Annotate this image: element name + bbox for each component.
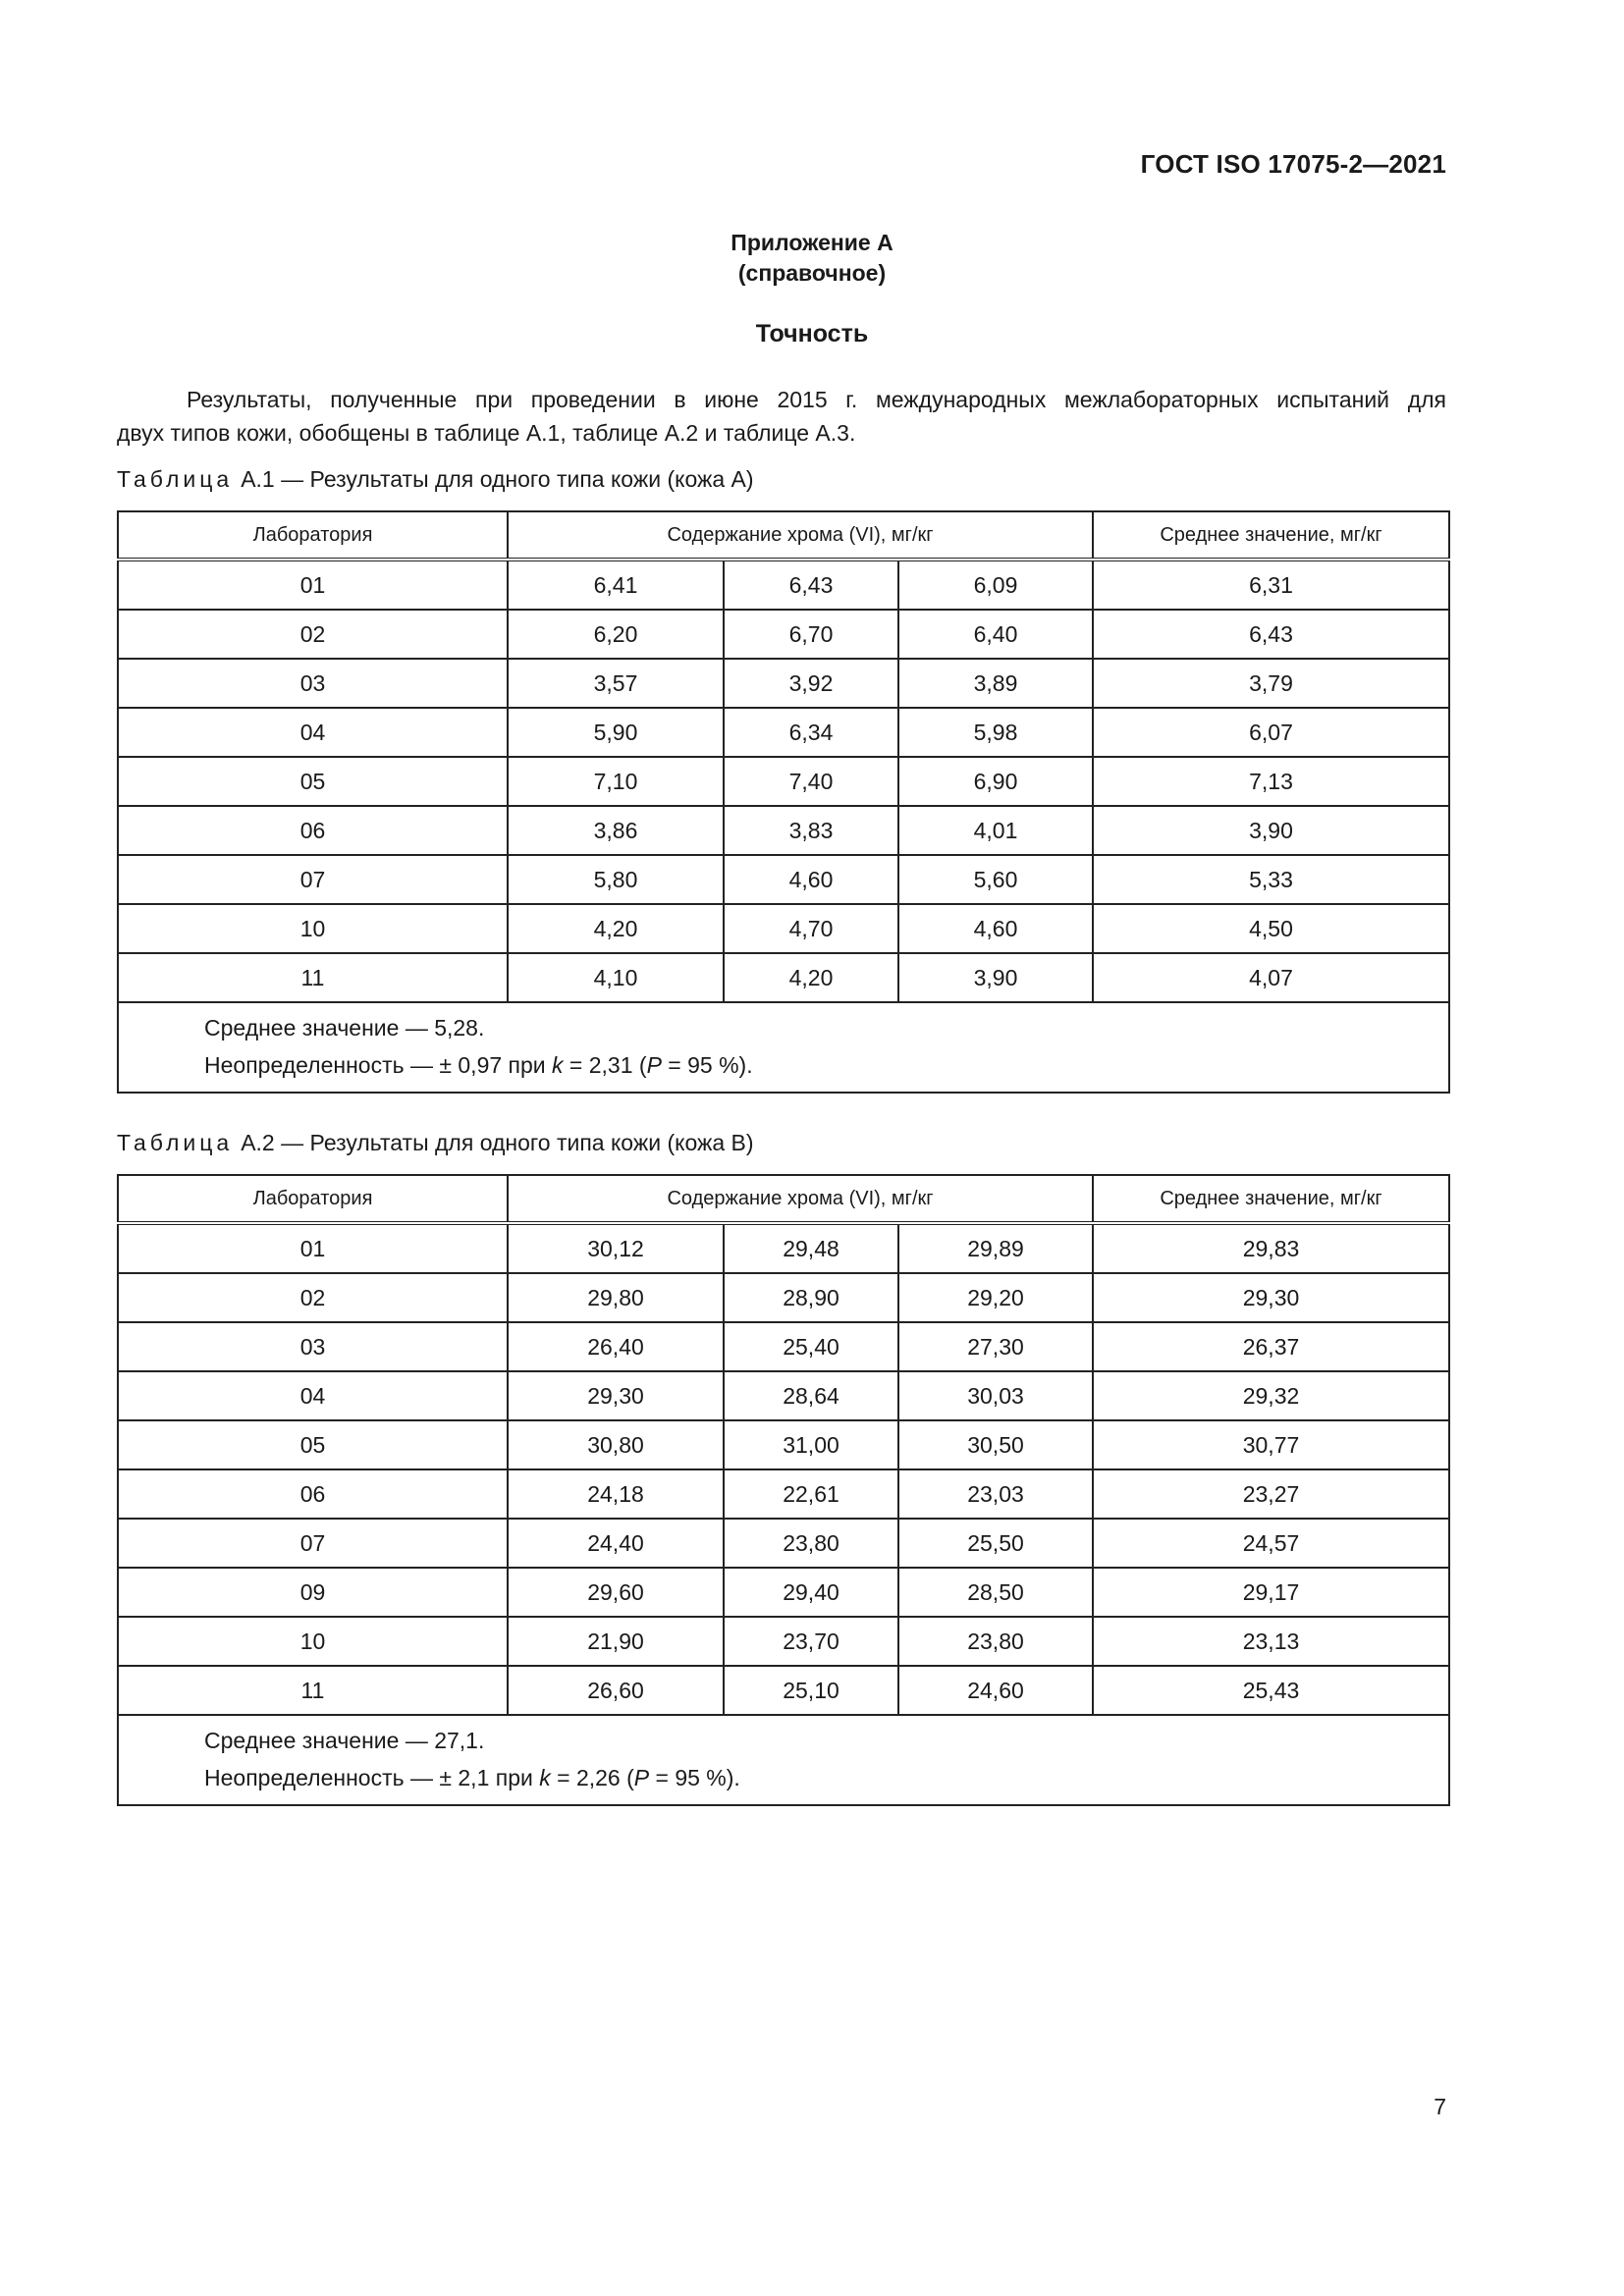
- footer-uncertainty: [204, 1046, 1448, 1084]
- lab-id-cell: 04: [118, 708, 508, 757]
- header-chromium-content: Содержание хрома (VI), мг/кг: [508, 511, 1093, 560]
- coverage-factor-symbol: k: [539, 1765, 551, 1790]
- lab-id-cell: 06: [118, 806, 508, 855]
- measurement-cell: 6,34: [724, 708, 898, 757]
- uncertainty-text: = 95 %).: [649, 1765, 740, 1790]
- measurement-cell: 23,80: [724, 1519, 898, 1568]
- measurement-cell: 27,30: [898, 1322, 1093, 1371]
- uncertainty-text: = 95 %).: [661, 1052, 753, 1078]
- mean-cell: 26,37: [1093, 1322, 1449, 1371]
- measurement-cell: 29,40: [724, 1568, 898, 1617]
- mean-cell: 25,43: [1093, 1666, 1449, 1715]
- measurement-cell: 5,90: [508, 708, 724, 757]
- mean-cell: 6,31: [1093, 560, 1449, 610]
- measurement-cell: 5,98: [898, 708, 1093, 757]
- mean-cell: 23,27: [1093, 1469, 1449, 1519]
- document-code: ГОСТ ISO 17075-2—2021: [1140, 149, 1446, 179]
- measurement-cell: 4,20: [508, 904, 724, 953]
- measurement-cell: 29,60: [508, 1568, 724, 1617]
- mean-cell: 29,30: [1093, 1273, 1449, 1322]
- measurement-cell: 4,70: [724, 904, 898, 953]
- measurement-cell: 3,86: [508, 806, 724, 855]
- table-row: [118, 904, 1449, 953]
- mean-cell: 5,33: [1093, 855, 1449, 904]
- table-caption-text: А.1 — Результаты для одного типа кожи (кожа А): [241, 466, 754, 492]
- table-row: [118, 560, 1449, 610]
- measurement-cell: 31,00: [724, 1420, 898, 1469]
- table-body: [118, 1223, 1449, 1715]
- mean-cell: 6,07: [1093, 708, 1449, 757]
- lab-id-cell: 11: [118, 953, 508, 1002]
- table-row: [118, 1273, 1449, 1322]
- measurement-cell: 29,48: [724, 1223, 898, 1273]
- measurement-cell: 3,90: [898, 953, 1093, 1002]
- measurement-cell: 30,03: [898, 1371, 1093, 1420]
- table-row: [118, 855, 1449, 904]
- footer-mean: Среднее значение — 5,28.: [204, 1015, 485, 1041]
- mean-cell: 3,79: [1093, 659, 1449, 708]
- table-caption-word: Таблица: [117, 1130, 234, 1155]
- mean-cell: 4,50: [1093, 904, 1449, 953]
- lab-id-cell: 07: [118, 855, 508, 904]
- table-caption-a2: [117, 1130, 754, 1156]
- table-caption-text: А.2 — Результаты для одного типа кожи (кожа В): [241, 1130, 754, 1155]
- table-caption-word: Таблица: [117, 466, 234, 492]
- appendix-heading: [0, 228, 1624, 289]
- measurement-cell: 6,70: [724, 610, 898, 659]
- header-chromium-content: Содержание хрома (VI), мг/кг: [508, 1175, 1093, 1223]
- lab-id-cell: 10: [118, 1617, 508, 1666]
- measurement-cell: 4,60: [724, 855, 898, 904]
- measurement-cell: 21,90: [508, 1617, 724, 1666]
- mean-cell: 29,17: [1093, 1568, 1449, 1617]
- measurement-cell: 30,80: [508, 1420, 724, 1469]
- lab-id-cell: 04: [118, 1371, 508, 1420]
- mean-cell: 23,13: [1093, 1617, 1449, 1666]
- measurement-cell: 4,01: [898, 806, 1093, 855]
- measurement-cell: 5,80: [508, 855, 724, 904]
- lab-id-cell: 01: [118, 560, 508, 610]
- table-row: [118, 610, 1449, 659]
- measurement-cell: 30,12: [508, 1223, 724, 1273]
- measurement-cell: 25,10: [724, 1666, 898, 1715]
- table-row: [118, 1617, 1449, 1666]
- measurement-cell: 4,10: [508, 953, 724, 1002]
- measurement-cell: 29,30: [508, 1371, 724, 1420]
- table-row: [118, 1568, 1449, 1617]
- measurement-cell: 4,20: [724, 953, 898, 1002]
- intro-paragraph: [117, 383, 1446, 450]
- table-row: [118, 1666, 1449, 1715]
- lab-id-cell: 02: [118, 1273, 508, 1322]
- measurement-cell: 6,41: [508, 560, 724, 610]
- probability-symbol: P: [646, 1052, 662, 1078]
- mean-cell: 4,07: [1093, 953, 1449, 1002]
- table-row: [118, 1223, 1449, 1273]
- appendix-title: Приложение А: [731, 230, 893, 255]
- coverage-factor-symbol: k: [552, 1052, 564, 1078]
- section-title: Точность: [755, 320, 869, 347]
- measurement-cell: 23,03: [898, 1469, 1093, 1519]
- measurement-cell: 24,60: [898, 1666, 1093, 1715]
- uncertainty-text: = 2,26 (: [550, 1765, 634, 1790]
- measurement-cell: 22,61: [724, 1469, 898, 1519]
- measurement-cell: 4,60: [898, 904, 1093, 953]
- lab-id-cell: 02: [118, 610, 508, 659]
- measurement-cell: 6,09: [898, 560, 1093, 610]
- table-row: [118, 757, 1449, 806]
- measurement-cell: 29,20: [898, 1273, 1093, 1322]
- measurement-cell: 7,10: [508, 757, 724, 806]
- measurement-cell: 3,92: [724, 659, 898, 708]
- table-body: [118, 560, 1449, 1002]
- uncertainty-text: Неопределенность — ± 2,1 при: [204, 1765, 540, 1790]
- measurement-cell: 3,83: [724, 806, 898, 855]
- lab-id-cell: 01: [118, 1223, 508, 1273]
- appendix-subtitle: (справочное): [737, 260, 887, 286]
- table-footer: [118, 1715, 1449, 1805]
- measurement-cell: 23,80: [898, 1617, 1093, 1666]
- measurement-cell: 25,50: [898, 1519, 1093, 1568]
- lab-id-cell: 05: [118, 757, 508, 806]
- mean-cell: 29,32: [1093, 1371, 1449, 1420]
- lab-id-cell: 05: [118, 1420, 508, 1469]
- measurement-cell: 28,64: [724, 1371, 898, 1420]
- table-footer: [118, 1002, 1449, 1093]
- table-row: [118, 659, 1449, 708]
- table-row: [118, 708, 1449, 757]
- header-mean-value: Среднее значение, мг/кг: [1093, 511, 1449, 560]
- table-a1: [117, 510, 1450, 1094]
- table-row: [118, 1469, 1449, 1519]
- measurement-cell: 30,50: [898, 1420, 1093, 1469]
- measurement-cell: 26,40: [508, 1322, 724, 1371]
- measurement-cell: 25,40: [724, 1322, 898, 1371]
- lab-id-cell: 07: [118, 1519, 508, 1568]
- lab-id-cell: 06: [118, 1469, 508, 1519]
- header-laboratory: Лаборатория: [118, 1175, 508, 1223]
- header-laboratory: Лаборатория: [118, 511, 508, 560]
- lab-id-cell: 03: [118, 659, 508, 708]
- measurement-cell: 26,60: [508, 1666, 724, 1715]
- table-row: [118, 1420, 1449, 1469]
- intro-line-2: двух типов кожи, обобщены в таблице А.1, таблице А.2 и таблице А.3.: [117, 420, 856, 446]
- table-row: [118, 1519, 1449, 1568]
- table-row: [118, 806, 1449, 855]
- measurement-cell: 28,50: [898, 1568, 1093, 1617]
- measurement-cell: 23,70: [724, 1617, 898, 1666]
- mean-cell: 29,83: [1093, 1223, 1449, 1273]
- measurement-cell: 6,40: [898, 610, 1093, 659]
- measurement-cell: 5,60: [898, 855, 1093, 904]
- table-row: [118, 953, 1449, 1002]
- measurement-cell: 6,20: [508, 610, 724, 659]
- measurement-cell: 6,90: [898, 757, 1093, 806]
- measurement-cell: 29,89: [898, 1223, 1093, 1273]
- table-footer-row: [118, 1002, 1449, 1093]
- table-caption-a1: [117, 466, 754, 493]
- header-mean-value: Среднее значение, мг/кг: [1093, 1175, 1449, 1223]
- measurement-cell: 24,40: [508, 1519, 724, 1568]
- mean-cell: 24,57: [1093, 1519, 1449, 1568]
- measurement-cell: 29,80: [508, 1273, 724, 1322]
- measurement-cell: 28,90: [724, 1273, 898, 1322]
- measurement-cell: 24,18: [508, 1469, 724, 1519]
- uncertainty-text: = 2,31 (: [563, 1052, 647, 1078]
- measurement-cell: 3,57: [508, 659, 724, 708]
- mean-cell: 6,43: [1093, 610, 1449, 659]
- page-number: 7: [1434, 2094, 1446, 2119]
- lab-id-cell: 03: [118, 1322, 508, 1371]
- table-footer-row: [118, 1715, 1449, 1805]
- measurement-cell: 6,43: [724, 560, 898, 610]
- lab-id-cell: 11: [118, 1666, 508, 1715]
- table-a2: [117, 1174, 1450, 1806]
- mean-cell: 3,90: [1093, 806, 1449, 855]
- table-header-row: [118, 511, 1449, 560]
- mean-cell: 30,77: [1093, 1420, 1449, 1469]
- lab-id-cell: 09: [118, 1568, 508, 1617]
- uncertainty-text: Неопределенность — ± 0,97 при: [204, 1052, 553, 1078]
- lab-id-cell: 10: [118, 904, 508, 953]
- measurement-cell: 3,89: [898, 659, 1093, 708]
- footer-uncertainty: [204, 1759, 1448, 1796]
- mean-cell: 7,13: [1093, 757, 1449, 806]
- intro-line-1: Результаты, полученные при проведении в июне 2015 г. международных межлабораторных испытаний для: [187, 387, 1446, 412]
- probability-symbol: P: [633, 1765, 650, 1790]
- table-row: [118, 1322, 1449, 1371]
- table-header-row: [118, 1175, 1449, 1223]
- table-row: [118, 1371, 1449, 1420]
- measurement-cell: 7,40: [724, 757, 898, 806]
- footer-mean: Среднее значение — 27,1.: [204, 1728, 485, 1753]
